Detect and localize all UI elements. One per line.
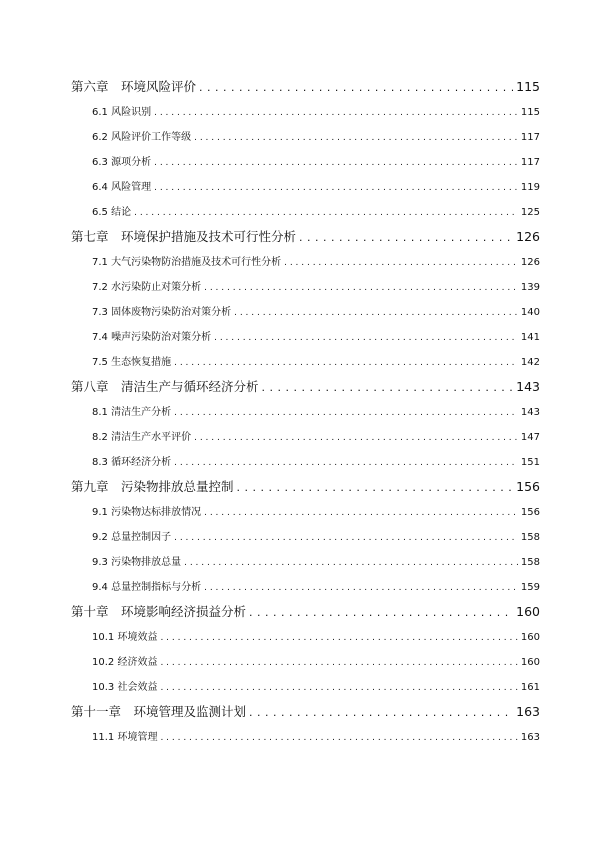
toc-entry[interactable] — [92, 133, 540, 143]
toc-entry-label: 第八章 清洁生产与循环经济分析 — [71, 379, 259, 394]
toc-leader-dots — [262, 381, 514, 394]
toc-entry-page: 119 — [520, 182, 540, 193]
toc-entry[interactable] — [71, 481, 540, 494]
toc-entry-page: 158 — [520, 557, 540, 568]
toc-entry[interactable] — [92, 108, 540, 118]
toc-entry-label: 9.2 总量控制因子 — [92, 532, 172, 543]
toc-leader-dots — [154, 108, 518, 118]
toc-entry[interactable] — [92, 208, 540, 218]
toc-leader-dots — [174, 358, 518, 368]
toc-entry-page: 143 — [520, 407, 540, 418]
toc-entry[interactable] — [92, 533, 540, 543]
toc-entry-page: 160 — [516, 604, 540, 619]
toc-entry-label: 10.2 经济效益 — [92, 657, 158, 668]
toc-entry-label: 6.1 风险识别 — [92, 107, 152, 118]
toc-entry-page: 156 — [516, 479, 540, 494]
toc-entry-label: 9.3 污染物排放总量 — [92, 557, 182, 568]
toc-entry-page: 140 — [520, 307, 540, 318]
toc-entry[interactable] — [92, 458, 540, 468]
toc-entry-label: 第六章 环境风险评价 — [71, 79, 197, 94]
toc-entry-label: 6.2 风险评价工作等级 — [92, 132, 192, 143]
toc-leader-dots — [154, 183, 518, 193]
toc-entry[interactable] — [92, 358, 540, 368]
toc-leader-dots — [214, 333, 518, 343]
toc-leader-dots — [237, 481, 514, 494]
toc-entry-page: 163 — [516, 704, 540, 719]
toc-entry-page: 151 — [520, 457, 540, 468]
toc-entry[interactable] — [71, 231, 540, 244]
toc-leader-dots — [194, 433, 518, 443]
toc-entry-page: 143 — [516, 379, 540, 394]
toc-entry-page: 160 — [520, 632, 540, 643]
toc-entry[interactable] — [92, 183, 540, 193]
toc-entry-page: 126 — [520, 257, 540, 268]
toc-entry-page: 117 — [520, 157, 540, 168]
toc-entry[interactable] — [71, 381, 540, 394]
toc-entry-label: 7.4 噪声污染防治对策分析 — [92, 332, 212, 343]
toc-leader-dots — [199, 81, 513, 94]
toc-entry-label: 7.3 固体废物污染防治对策分析 — [92, 307, 232, 318]
toc-entry[interactable] — [92, 258, 540, 268]
toc-leader-dots — [299, 231, 513, 244]
toc-leader-dots — [174, 408, 518, 418]
toc-entry-label: 6.3 源项分析 — [92, 157, 152, 168]
toc-entry[interactable] — [92, 508, 540, 518]
toc-entry-label: 8.1 清洁生产分析 — [92, 407, 172, 418]
toc-entry[interactable] — [92, 633, 540, 643]
toc-entry-page: 156 — [520, 507, 540, 518]
toc-entry[interactable] — [92, 408, 540, 418]
toc-entry-label: 第九章 污染物排放总量控制 — [71, 479, 234, 494]
toc-entry-label: 第七章 环境保护措施及技术可行性分析 — [71, 229, 297, 244]
toc-entry-page: 142 — [520, 357, 540, 368]
toc-entry-label: 10.1 环境效益 — [92, 632, 158, 643]
toc-entry-page: 117 — [520, 132, 540, 143]
toc-entry[interactable] — [71, 706, 540, 719]
toc-leader-dots — [234, 308, 518, 318]
toc-leader-dots — [160, 733, 517, 743]
toc-entry[interactable] — [92, 583, 540, 593]
toc-entry-page: 126 — [516, 229, 540, 244]
toc-leader-dots — [154, 158, 518, 168]
toc-entry-label: 6.5 结论 — [92, 207, 132, 218]
toc-leader-dots — [160, 683, 517, 693]
toc-leader-dots — [174, 533, 518, 543]
toc-entry-page: 161 — [520, 682, 540, 693]
toc-leader-dots — [204, 283, 518, 293]
toc-entry-label: 第十一章 环境管理及监测计划 — [71, 704, 247, 719]
toc-leader-dots — [134, 208, 518, 218]
toc-leader-dots — [194, 133, 518, 143]
toc-entry-page: 115 — [516, 79, 540, 94]
toc-entry[interactable] — [92, 683, 540, 693]
toc-entry-page: 139 — [520, 282, 540, 293]
toc-entry-label: 第十章 环境影响经济损益分析 — [71, 604, 247, 619]
toc-entry[interactable] — [92, 658, 540, 668]
toc-entry-label: 8.3 循环经济分析 — [92, 457, 172, 468]
toc-entry[interactable] — [92, 333, 540, 343]
toc-leader-dots — [160, 633, 517, 643]
toc-entry[interactable] — [92, 283, 540, 293]
toc-leader-dots — [160, 658, 517, 668]
toc-leader-dots — [184, 558, 518, 568]
toc-entry[interactable] — [92, 433, 540, 443]
toc-entry-page: 160 — [520, 657, 540, 668]
toc-entry-page: 115 — [520, 107, 540, 118]
toc-entry-label: 8.2 清洁生产水平评价 — [92, 432, 192, 443]
toc-entry-label: 7.5 生态恢复措施 — [92, 357, 172, 368]
toc-entry[interactable] — [71, 606, 540, 619]
toc-entry-label: 11.1 环境管理 — [92, 732, 158, 743]
toc-entry-page: 125 — [520, 207, 540, 218]
toc-entry[interactable] — [92, 733, 540, 743]
toc-entry-label: 9.1 污染物达标排放情况 — [92, 507, 202, 518]
toc-leader-dots — [204, 508, 518, 518]
toc-leader-dots — [284, 258, 518, 268]
toc-entry[interactable] — [92, 558, 540, 568]
toc-entry[interactable] — [92, 158, 540, 168]
toc-entry-page: 141 — [520, 332, 540, 343]
toc-entry-page: 163 — [520, 732, 540, 743]
toc-entry[interactable] — [92, 308, 540, 318]
toc-entry-page: 158 — [520, 532, 540, 543]
toc-leader-dots — [249, 706, 513, 719]
toc-entry[interactable] — [71, 81, 540, 94]
toc-entry-label: 10.3 社会效益 — [92, 682, 158, 693]
toc-leader-dots — [174, 458, 518, 468]
toc-leader-dots — [249, 606, 513, 619]
toc-entry-label: 7.1 大气污染物防治措施及技术可行性分析 — [92, 257, 282, 268]
toc-entry-label: 7.2 水污染防止对策分析 — [92, 282, 202, 293]
toc-entry-page: 147 — [520, 432, 540, 443]
toc-entry-label: 6.4 风险管理 — [92, 182, 152, 193]
toc-entry-label: 9.4 总量控制指标与分析 — [92, 582, 202, 593]
toc-leader-dots — [204, 583, 518, 593]
toc-entry-page: 159 — [520, 582, 540, 593]
